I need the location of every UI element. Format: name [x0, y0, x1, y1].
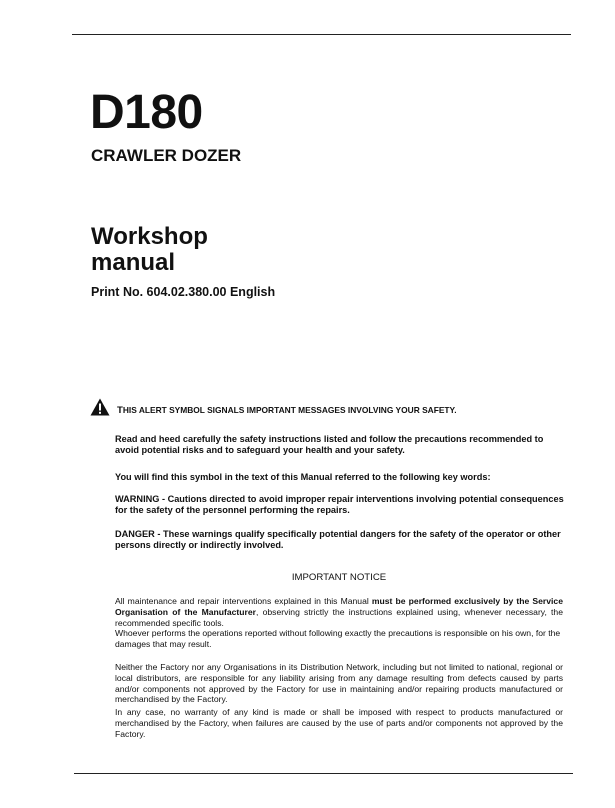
- read-heed-paragraph: Read and heed carefully the safety instructions listed and follow the precautions recommended to avoid potential risks and to safeguard your health and your safety.: [115, 434, 544, 456]
- top-rule: [72, 34, 571, 35]
- alert-text-body: HIS ALERT SYMBOL SIGNALS IMPORTANT MESSAGES INVOLVING YOUR SAFETY: [122, 405, 455, 415]
- notice-p1-end: , observing strictly the instructions explained using, whenever necessary, the recommended specific tools.: [115, 606, 563, 628]
- bottom-rule: [74, 773, 573, 774]
- important-notice-heading: IMPORTANT NOTICE: [291, 572, 387, 583]
- print-number: Print No. 604.02.380.00 English: [91, 285, 276, 299]
- document-title: Workshop manual: [91, 223, 208, 276]
- alert-text-end: .: [454, 405, 457, 415]
- model-title: D180: [90, 86, 203, 139]
- machine-type: CRAWLER DOZER: [91, 146, 242, 165]
- notice-p1-emphasis: must be performed exclusively by the Service Organisation of the Manufacturer: [115, 596, 563, 617]
- danger-paragraph: DANGER - These warnings qualify specifically potential dangers for the safety of the operator or other persons directly or indirectly involved.: [115, 529, 561, 551]
- notice-paragraph-1: [115, 596, 563, 628]
- notice-p1-start: All maintenance and repair interventions explained in this Manual: [115, 596, 372, 606]
- notice-paragraph-3: Neither the Factory nor any Organisations in its Distribution Network, including but not limited to national, regional or local distributors, are responsible for any liability arising from any damage resulting from defects caused by parts and/or components not approved by the Factory for use in maintaining and/or repairing products manufactured or merchandised by the Factory.: [115, 662, 563, 705]
- warning-triangle-icon: [90, 398, 110, 416]
- symbol-keywords-paragraph: You will find this symbol in the text of this Manual referred to the following key words:: [115, 472, 491, 482]
- alert-symbol-statement: [117, 406, 457, 416]
- alert-text-initial: T: [117, 405, 123, 416]
- warning-paragraph: WARNING - Cautions directed to avoid improper repair interventions involving potential consequences for the safety of the personnel performing the repairs.: [115, 494, 564, 516]
- notice-paragraph-4: In any case, no warranty of any kind is made or shall be imposed with respect to products manufactured or merchandised by the Factory, when failures are caused by the use of parts and/or components not approved by the Factory.: [115, 707, 563, 739]
- notice-paragraph-2: Whoever performs the operations reported without following exactly the precautions is responsible on his own, for the damages that may result.: [115, 628, 561, 649]
